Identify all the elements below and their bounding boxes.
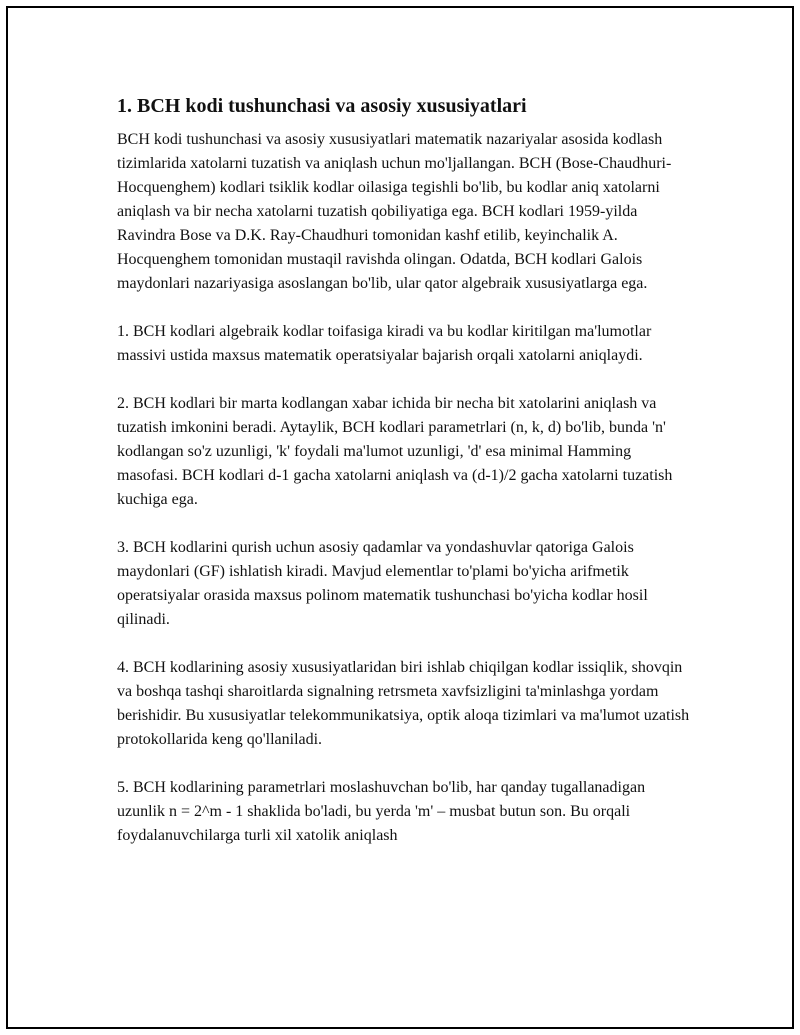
point-1-paragraph: 1. BCH kodlari algebraik kodlar toifasiga kiradi va bu kodlar kiritilgan ma'lumotlar massivi ustida maxsus matematik operatsiyalar bajarish orqali xatolarni aniqlaydi. — [117, 323, 652, 364]
document-body — [117, 94, 692, 872]
point-3-paragraph: 3. BCH kodlarini qurish uchun asosiy qadamlar va yondashuvlar qatoriga Galois maydonlari (GF) ishlatish kiradi. Mavjud elementlar to'plami bo'yicha arifmetik operatsiyalar orasida maxsus polinom matematik tushunchasi bo'yicha kodlar hosil qilinadi. — [117, 539, 648, 628]
point-4-paragraph: 4. BCH kodlarining asosiy xususiyatlaridan biri ishlab chiqilgan kodlar issiqlik, shovqin va boshqa tashqi sharoitlarda signalning retrsmeta xavfsizligini ta'minlashga yordam berishidir. Bu xususiyatlar telekommunikatsiya, optik aloqa tizimlari va ma'lumot uzatish protokollarida keng qo'llaniladi. — [117, 659, 690, 748]
point-5-paragraph: 5. BCH kodlarining parametrlari moslashuvchan bo'lib, har qanday tugallanadigan uzunlik n = 2^m - 1 shaklida bo'ladi, bu yerda 'm' – musbat butun son. Bu orqali foydalanuvchilarga turli xil xatolik aniqlash — [117, 779, 646, 844]
point-2-paragraph: 2. BCH kodlari bir marta kodlangan xabar ichida bir necha bit xatolarini aniqlash va tuzatish imkonini beradi. Aytaylik, BCH kodlari parametrlari (n, k, d) bo'lib, bunda 'n' kodlangan so'z uzunligi, 'k' foydali ma'lumot uzunligi, 'd' esa minimal Hamming masofasi. BCH kodlari d-1 gacha xatolarni aniqlash va (d-1)/2 gacha xatolarni tuzatish kuchiga ega. — [117, 395, 673, 508]
intro-paragraph: BCH kodi tushunchasi va asosiy xususiyatlari matematik nazariyalar asosida kodlash tizimlarida xatolarni tuzatish va aniqlash uchun mo'ljallangan. BCH (Bose-Chaudhuri-Hocquenghem) kodlari tsiklik kodlar oilasiga tegishli bo'lib, bu kodlar aniq xatolarni aniqlash va bir necha xatolarni tuzatish qobiliyatiga ega. BCH kodlari 1959-yilda Ravindra Bose va D.K. Ray-Chaudhuri tomonidan kashf etilib, keyinchalik A. Hocquenghem tomonidan mustaqil ravishda olingan. Odatda, BCH kodlari Galois maydonlari nazariyasiga asoslangan bo'lib, ular qator algebraik xususiyatlarga ega. — [117, 131, 672, 292]
section-title: 1. BCH kodi tushunchasi va asosiy xususiyatlari — [117, 95, 527, 117]
